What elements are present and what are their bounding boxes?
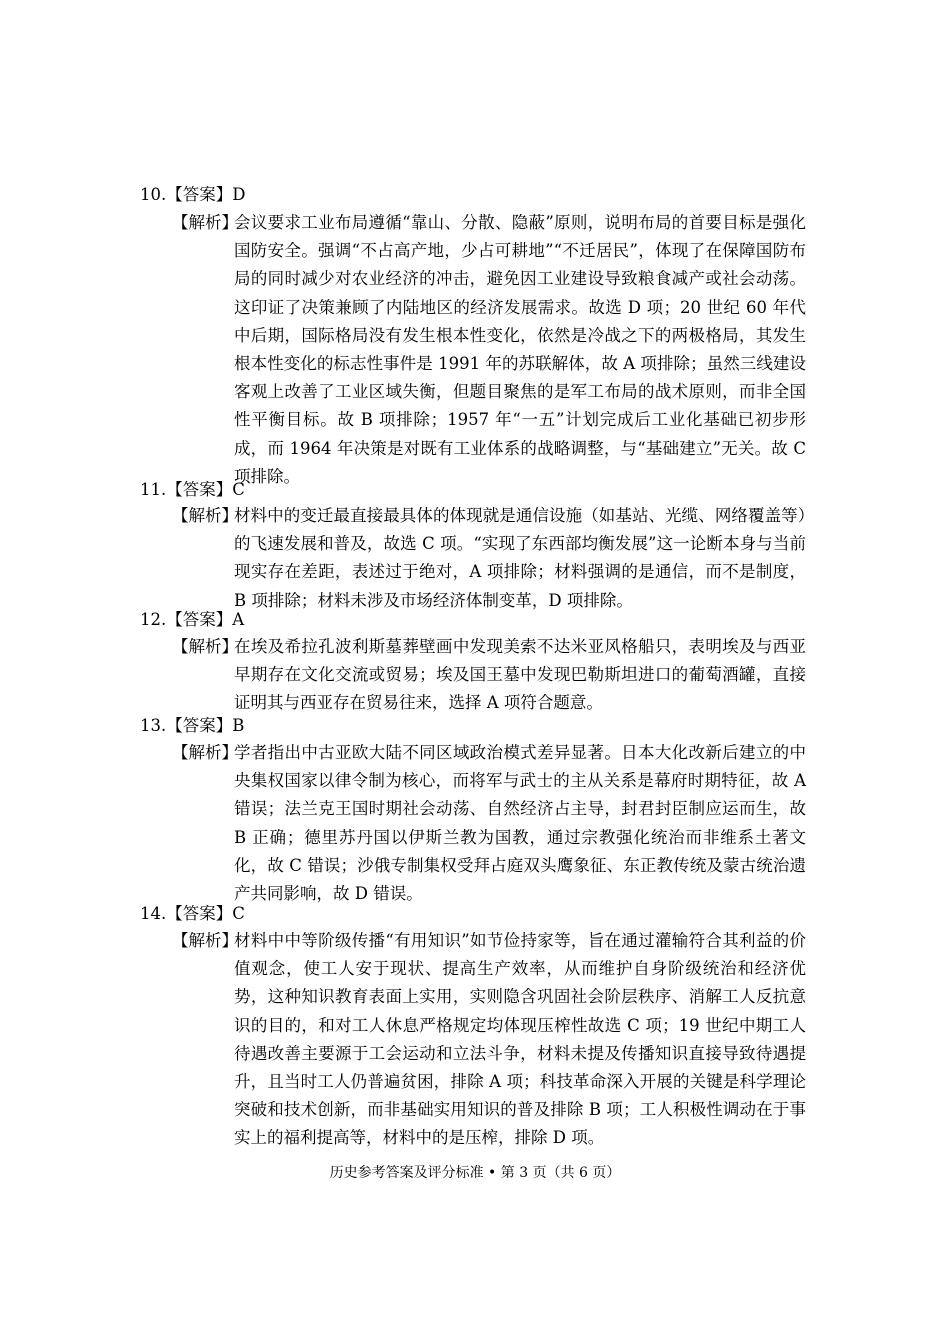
- answer-line-13: [140, 712, 244, 740]
- answer-label: 【答案】: [166, 610, 233, 629]
- analysis-text: 在埃及希拉孔波利斯墓葬壁画中发现美索不达米亚风格船只，表明埃及与西亚早期存在文化交流或贸易；埃及国王墓中发现巴勒斯坦进口的葡萄酒罐，直接证明其与西亚存在贸易往来，选择 A 项符合题意。: [234, 637, 806, 713]
- answer-line-12: [140, 606, 244, 634]
- question-number: 12.: [140, 610, 167, 629]
- page-footer: 历史参考答案及评分标准 • 第 3 页（共 6 页）: [329, 1165, 621, 1181]
- answer-label: 【答案】: [166, 185, 233, 204]
- answer-label: 【答案】: [166, 716, 233, 735]
- analysis-block-12: [172, 633, 806, 718]
- analysis-text: 会议要求工业布局遵循“靠山、分散、隐蔽”原则，说明布局的首要目标是强化国防安全。强调“不占高产地，少占可耕地”“不迁居民”，体现了在保障国防布局的同时减少对农业经济的冲击，避免因工业建设导致粮食减产或社会动荡。这印证了决策兼顾了内陆地区的经济发展需求。故选 D 项；20 世纪 60 年代中后期，国际格局没有发生根本性变化，依然是冷战之下的两极格局，其发生根本性变化的标志性事件是 1991 年的苏联解体，故 A 项排除；虽然三线建设客观上改善了工业区域失衡，但题目聚焦的是军工布局的战术原则，而非全国性平衡目标。故 B 项排除；1957 年“一五”计划完成后工业化基础已初步形成，而 1964 年决策是对既有工业体系的战略调整，与“基础建立”无关。故 C 项排除。: [234, 213, 806, 486]
- answer-line-11: [140, 476, 245, 504]
- analysis-block-13: [172, 739, 806, 908]
- answer-line-14: [140, 900, 245, 928]
- analysis-text: 材料中的变迁最直接最具体的体现就是通信设施（如基站、光缆、网络覆盖等）的飞速发展和普及，故选 C 项。“实现了东西部均衡发展”这一论断本身与当前现实存在差距，表述过于绝对，A 项排除；材料强调的是通信，而不是制度，B 项排除；材料未涉及市场经济体制变革，D 项排除。: [234, 506, 806, 610]
- answer-value: B: [232, 716, 245, 735]
- analysis-label: 【解析】: [172, 506, 238, 525]
- analysis-block-14: [172, 927, 806, 1153]
- analysis-block-11: [172, 502, 806, 615]
- answer-line-10: [140, 181, 245, 209]
- answer-value: C: [232, 904, 245, 923]
- analysis-text: 学者指出中古亚欧大陆不同区域政治模式差异显著。日本大化改新后建立的中央集权国家以律令制为核心，而将军与武士的主从关系是幕府时期特征，故 A 错误；法兰克王国时期社会动荡、自然经济占主导，封君封臣制应运而生，故 B 正确；德里苏丹国以伊斯兰教为国教，通过宗教强化统治而非维系土著文化，故 C 错误；沙俄专制集权受拜占庭双头鹰象征、东正教传统及蒙古统治遗产共同影响，故 D 错误。: [234, 743, 806, 904]
- analysis-label: 【解析】: [172, 637, 238, 656]
- analysis-text: 材料中中等阶级传播“有用知识”如节俭持家等，旨在通过灌输符合其利益的价值观念，使工人安于现状、提高生产效率，从而维护自身阶级统治和经济优势，这种知识教育表面上实用，实则隐含巩固社会阶层秩序、消解工人反抗意识的目的，和对工人休息严格规定均体现压榨性故选 C 项；19 世纪中期工人待遇改善主要源于工会运动和立法斗争，材料未提及传播知识直接导致待遇提升，且当时工人仍普遍贫困，排除 A 项；科技革命深入开展的关键是科学理论突破和技术创新，而非基础实用知识的普及排除 B 项；工人积极性调动在于事实上的福利提高等，材料中的是压榨，排除 D 项。: [234, 931, 806, 1148]
- question-number: 14.: [140, 904, 167, 923]
- answer-value: C: [232, 480, 245, 499]
- analysis-block-10: [172, 209, 806, 491]
- analysis-label: 【解析】: [172, 743, 238, 762]
- answer-value: D: [232, 185, 246, 204]
- question-number: 13.: [140, 716, 167, 735]
- answer-label: 【答案】: [166, 904, 233, 923]
- answer-label: 【答案】: [166, 480, 233, 499]
- analysis-label: 【解析】: [172, 931, 238, 950]
- answer-value: A: [232, 610, 245, 629]
- analysis-label: 【解析】: [172, 213, 238, 232]
- question-number: 10.: [140, 185, 167, 204]
- question-number: 11.: [140, 480, 167, 499]
